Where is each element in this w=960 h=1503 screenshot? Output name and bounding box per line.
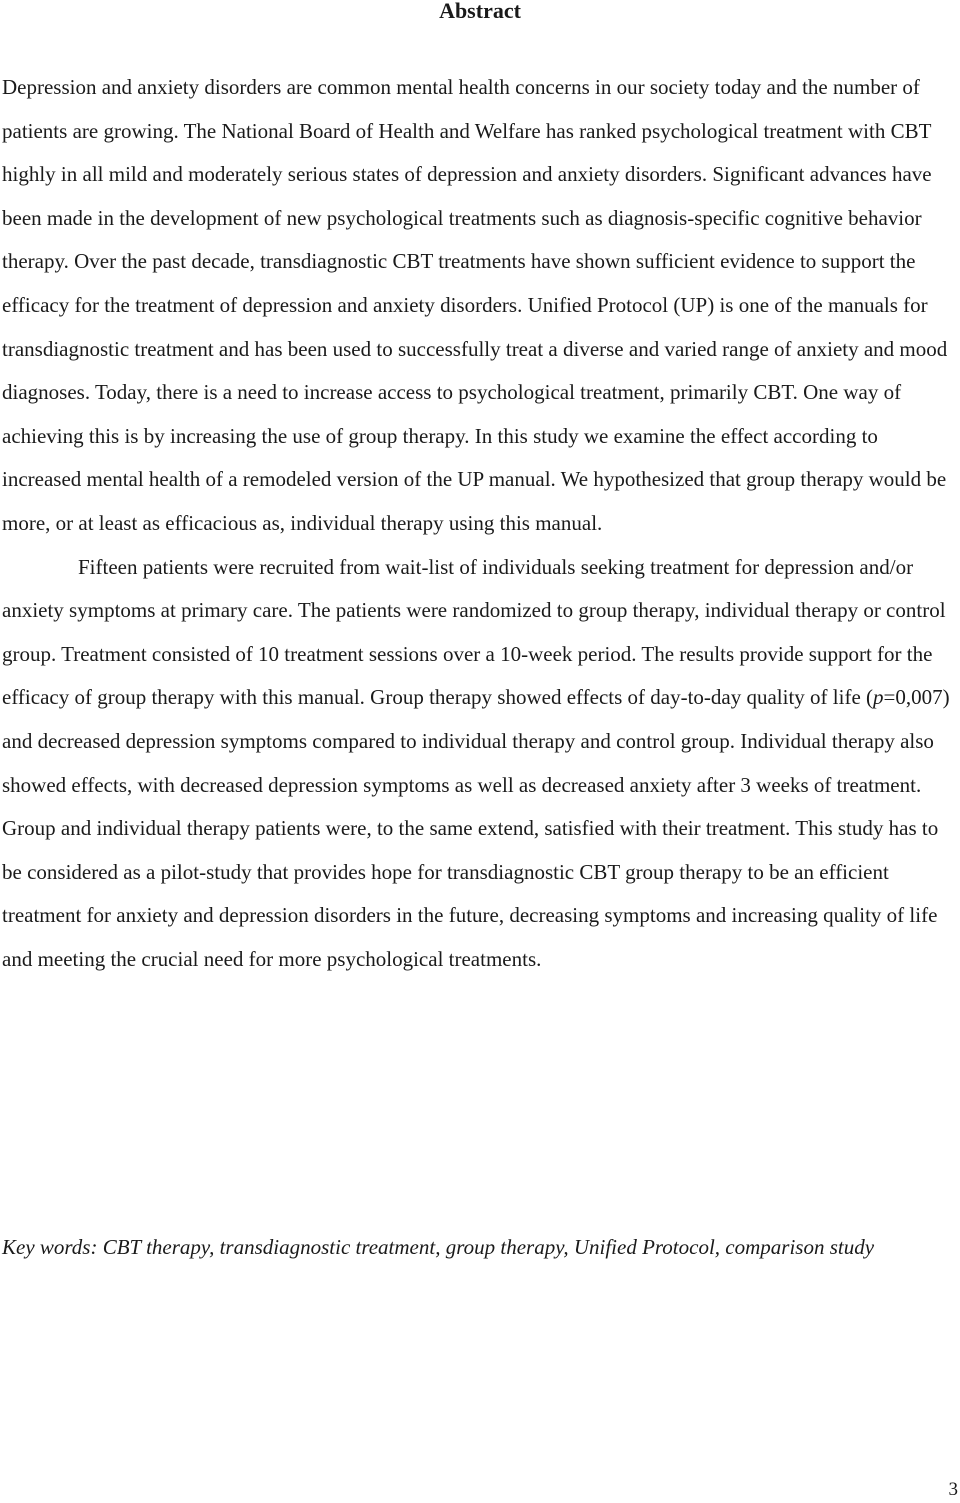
abstract-paragraph-2 <box>2 546 958 982</box>
paragraph-2-text-end: =0,007) and decreased depression symptoms compared to individual therapy and control group. Individual therapy also showed effects, with decreased depression symptoms as well as decreased anxiety after 3 weeks of treatment. Group and individual therapy patients were, to the same extend, satisfied with their treatment. This study has to be considered as a pilot-study that provides hope for transdiagnostic CBT group therapy to be an efficient treatment for anxiety and depression disorders in the future, decreasing symptoms and increasing quality of life and meeting the crucial need for more psychological treatments. <box>2 685 950 971</box>
section-heading: Abstract <box>439 0 521 23</box>
paragraph-1-text: Depression and anxiety disorders are common mental health concerns in our society today and the number of patients are growing. The National Board of Health and Welfare has ranked psychological treatment with CBT highly in all mild and moderately serious states of depression and anxiety disorders. Significant advances have been made in the development of new psychological treatments such as diagnosis-specific cognitive behavior therapy. Over the past decade, transdiagnostic CBT treatments have shown sufficient evidence to support the efficacy for the treatment of depression and anxiety disorders. Unified Protocol (UP) is one of the manuals for transdiagnostic treatment and has been used to successfully treat a diverse and varied range of anxiety and mood diagnoses. Today, there is a need to increase access to psychological treatment, primarily CBT. One way of achieving this is by increasing the use of group therapy. In this study we examine the effect according to increased mental health of a remodeled version of the UP manual. We hypothesized that group therapy would be more, or at least as efficacious as, individual therapy using this manual. <box>2 75 948 535</box>
abstract-body <box>2 66 958 981</box>
p-value-symbol: p <box>873 685 884 710</box>
page-number: 3 <box>948 1479 958 1500</box>
paragraph-2-text-start: Fifteen patients were recruited from wait-list of individuals seeking treatment for depression and/or anxiety symptoms at primary care. The patients were randomized to group therapy, individual therapy or control group. Treatment consisted of 10 treatment sessions over a 10-week period. The results provide support for the efficacy of group therapy with this manual. Group therapy showed effects of day-to-day quality of life ( <box>2 554 946 710</box>
abstract-paragraph-1 <box>2 66 958 546</box>
keywords: Key words: CBT therapy, transdiagnostic treatment, group therapy, Unified Protocol, comparison study <box>2 1235 875 1259</box>
